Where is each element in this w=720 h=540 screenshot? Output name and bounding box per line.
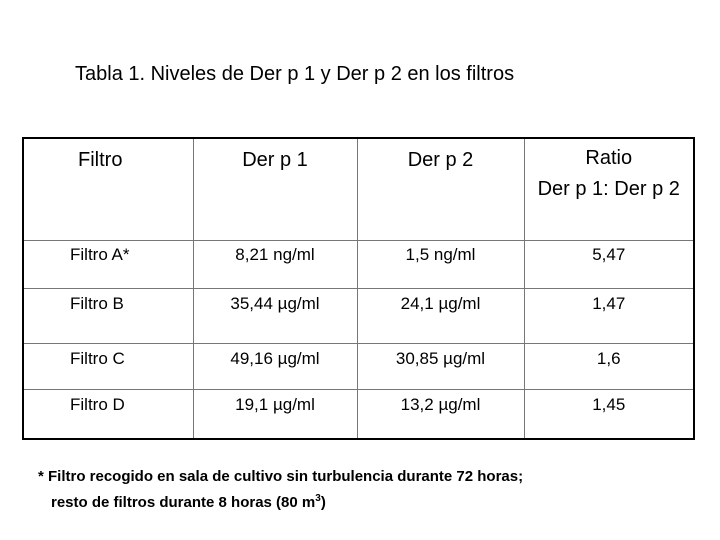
cell-der-p-1 [193, 288, 357, 343]
cell-ratio: 5,47 [524, 240, 694, 288]
unit: ng/ml [273, 244, 315, 264]
superscript: 3 [315, 493, 321, 504]
value: 8,21 [235, 244, 269, 264]
value: 49,16 [230, 348, 273, 368]
cell-der-p-2 [357, 240, 524, 288]
unit: µg/ml [277, 348, 320, 368]
header-ratio-title: Ratio [585, 147, 633, 169]
unit: µg/ml [277, 293, 320, 313]
value: 13,2 [400, 394, 434, 414]
value: 19,1 [235, 394, 269, 414]
header-filtro: Filtro [23, 138, 193, 240]
cell-filtro: Filtro A* [23, 240, 193, 288]
cell-der-p-2 [357, 288, 524, 343]
footnote [38, 464, 523, 516]
cell-ratio: 1,47 [524, 288, 694, 343]
table-title: Tabla 1. Niveles de Der p 1 y Der p 2 en los filtros [75, 63, 515, 85]
cell-der-p-2 [357, 343, 524, 389]
value: 30,85 [395, 348, 439, 368]
value: 24,1 [400, 293, 434, 313]
table-row [23, 389, 694, 439]
unit: ng/ml [433, 244, 476, 264]
footnote-line-2-text: resto de filtros durante 8 horas (80 m [51, 494, 316, 511]
table-row [23, 343, 694, 389]
header-der-p-2: Der p 2 [357, 138, 524, 240]
filter-levels-table [22, 137, 695, 440]
cell-der-p-1 [193, 343, 357, 389]
unit: µg/ml [272, 394, 315, 414]
cell-filtro: Filtro C [23, 343, 193, 389]
cell-filtro: Filtro D [23, 389, 193, 439]
header-der-p-1: Der p 1 [193, 138, 357, 240]
header-ratio-subtitle: Der p 1: Der p 2 [537, 178, 680, 200]
cell-ratio: 1,6 [524, 343, 694, 389]
cell-ratio: 1,45 [524, 389, 694, 439]
cell-der-p-1 [193, 389, 357, 439]
value: 35,44 [230, 293, 273, 313]
unit: µg/ml [443, 348, 486, 368]
table-row [23, 240, 694, 288]
unit: µg/ml [438, 394, 481, 414]
value: 1,5 [405, 244, 430, 264]
header-ratio [524, 138, 694, 240]
table-row [23, 288, 694, 343]
table-header-row [23, 138, 694, 240]
unit: µg/ml [438, 293, 481, 313]
footnote-line-2-end: ) [320, 494, 326, 511]
cell-filtro: Filtro B [23, 288, 193, 343]
footnote-line-1: * Filtro recogido en sala de cultivo sin turbulencia durante 72 horas; [38, 468, 524, 485]
cell-der-p-1 [193, 240, 357, 288]
footnote-line-2 [38, 490, 523, 516]
cell-der-p-2 [357, 389, 524, 439]
